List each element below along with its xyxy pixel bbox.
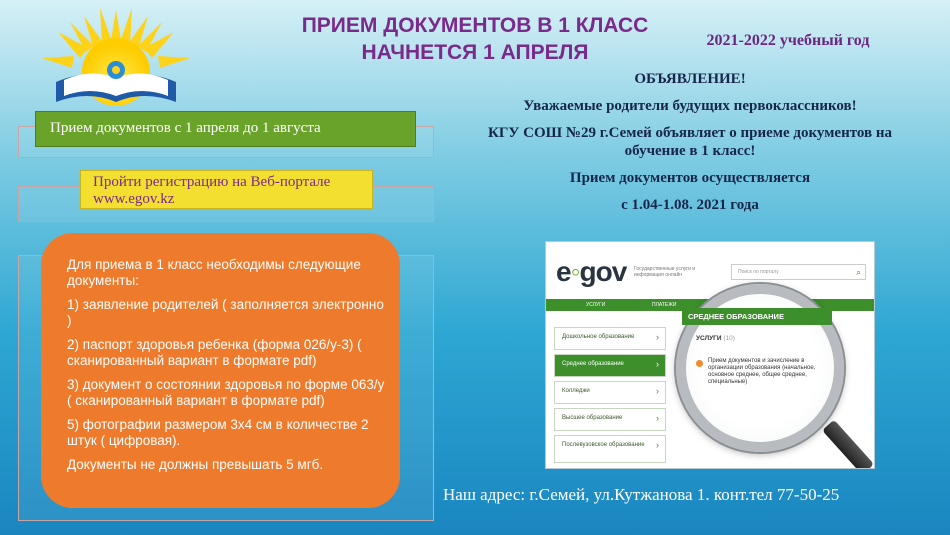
search-icon: ⌕: [855, 267, 861, 277]
egov-screenshot: [545, 241, 875, 469]
documents-box: [41, 233, 400, 508]
announcement-heading: ОБЪЯВЛЕНИЕ!: [634, 71, 746, 87]
nav-item: УСЛУГИ: [586, 302, 606, 308]
nav-item: ПЛАТЕЖИ: [652, 302, 677, 308]
sidebar-item: Высшее образование ›: [554, 408, 666, 431]
announcement-line-1: Прием документов осуществляется: [569, 170, 811, 186]
page-title: [220, 12, 730, 66]
lens-services: УСЛУГИ (10): [696, 335, 735, 342]
register-box: Пройти регистрацию на Веб-портале www.egov.kz: [80, 170, 373, 209]
announcement-greeting: Уважаемые родители будущих первоклассников!: [523, 98, 857, 114]
sidebar-item: Дошкольное образование ›: [554, 327, 666, 350]
egov-header: [546, 242, 875, 298]
sidebar-item: Колледжи ›: [554, 381, 666, 404]
egov-tagline: Государственные услуги и информация онлайн: [634, 266, 696, 278]
chevron-right-icon: ›: [656, 386, 659, 396]
school-logo: [28, 0, 204, 108]
egov-search-input: Поиск по порталу ⌕: [731, 264, 866, 280]
open-book-icon: [56, 61, 176, 102]
chevron-right-icon: ›: [656, 332, 659, 342]
dates-box: Прием документов с 1 апреля до 1 августа: [35, 111, 416, 147]
documents-intro: Для приема в 1 класс необходимы следующие документы:: [67, 257, 361, 288]
document-item: 3) документ о состоянии здоровья по форме 063/у ( сканированный вариант в формате pdf): [67, 377, 385, 408]
documents-note: Документы не должны превышать 5 мгб.: [67, 457, 324, 472]
magnifier-handle: [822, 420, 874, 469]
lens-title: СРЕДНЕЕ ОБРАЗОВАНИЕ: [682, 308, 832, 325]
chevron-right-icon: ›: [656, 359, 659, 369]
egov-sidebar: [554, 327, 666, 467]
document-item: 5) фотографии размером 3х4 см в количестве 2 штук ( цифровая).: [67, 417, 369, 448]
egov-logo: e◦gov: [556, 256, 627, 287]
announcement-line-2: с 1.04-1.08. 2021 года: [621, 197, 759, 213]
document-item: 2) паспорт здоровья ребенка (форма 026/у-3) ( сканированный вариант в формате pdf): [67, 337, 362, 368]
school-year: 2021-2022 учебный год: [706, 32, 870, 49]
sidebar-item: Среднее образование ›: [554, 354, 666, 377]
title-line-2: НАЧНЕТСЯ 1 АПРЕЛЯ: [361, 41, 589, 64]
chevron-right-icon: ›: [656, 440, 659, 450]
announcement-body: КГУ СОШ №29 г.Семей объявляет о приеме документов на обучение в 1 класс!: [487, 125, 893, 159]
magnifier-content: [688, 308, 826, 386]
announcement: [475, 70, 905, 223]
chevron-right-icon: ›: [656, 413, 659, 423]
sidebar-item: Послевузовское образование ›: [554, 435, 666, 463]
title-line-1: ПРИЕМ ДОКУМЕНТОВ В 1 КЛАСС: [301, 14, 649, 37]
document-item: 1) заявление родителей ( заполняется электронно ): [67, 297, 384, 328]
school-address: Наш адрес: г.Семей, ул.Кутжанова 1. конт.тел 77-50-25: [443, 485, 840, 504]
lens-service-item: Прием документов и зачисление в организации образования (начальное, основное среднее, общее среднее, специальные): [696, 358, 826, 386]
